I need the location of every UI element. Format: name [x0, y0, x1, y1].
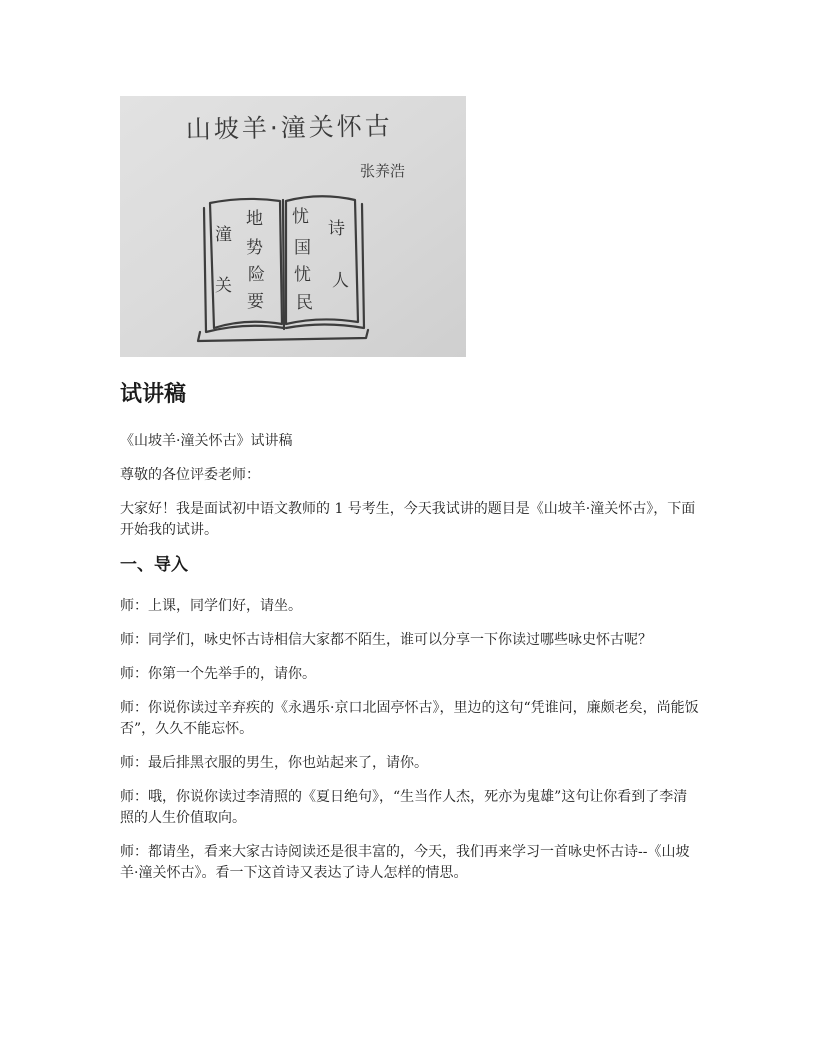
dialogue-paragraph: 师：你说你读过辛弃疾的《永遇乐·京口北固亭怀古》，里边的这句“凭谁问，廉颇老矣，尚能饭否”，久久不能忘怀。: [120, 699, 699, 737]
dialogue-paragraph: 师：哦，你说你读过李清照的《夏日绝句》，“生当作人杰，死亦为鬼雄”这句让你看到了李清照的人生价值取向。: [120, 788, 688, 826]
left-page-column-1: 潼 关: [215, 225, 232, 296]
handwritten-title: 山坡羊·潼关怀古: [185, 111, 394, 144]
greeting-line: 尊敬的各位评委老师：: [120, 466, 260, 483]
right-page-column-2: 诗 人: [328, 219, 349, 291]
handwritten-author: 张养浩: [360, 162, 406, 180]
introduction-paragraph: 大家好！我是面试初中语文教师的 1 号考生，今天我试讲的题目是《山坡羊·潼关怀古》，下面开始我的试讲。: [120, 500, 696, 538]
book-sketch-photo: [120, 96, 466, 357]
dialogue-paragraph: 师：你第一个先举手的，请你。: [120, 665, 316, 682]
document-body: [120, 380, 700, 897]
dialogue-paragraph: 师：都请坐，看来大家古诗阅读还是很丰富的，今天，我们再来学习一首咏史怀古诗--《山坡羊·潼关怀古》。看一下这首诗又表达了诗人怎样的情思。: [120, 843, 690, 881]
section-heading: 一、导入: [120, 554, 188, 575]
document-title: 试讲稿: [120, 382, 187, 407]
left-page-column-2: 地 势 险 要: [246, 209, 265, 312]
lecture-title-line: 《山坡羊·潼关怀古》试讲稿: [120, 432, 293, 449]
dialogue-paragraph: 师：最后排黑衣服的男生，你也站起来了，请你。: [120, 754, 428, 771]
dialogue-paragraph: 师：上课，同学们好，请坐。: [120, 597, 302, 614]
right-page-column-1: 忧 国 忧 民: [292, 207, 313, 313]
dialogue-paragraph: 师：同学们，咏史怀古诗相信大家都不陌生，谁可以分享一下你读过哪些咏史怀古呢？: [120, 631, 652, 648]
